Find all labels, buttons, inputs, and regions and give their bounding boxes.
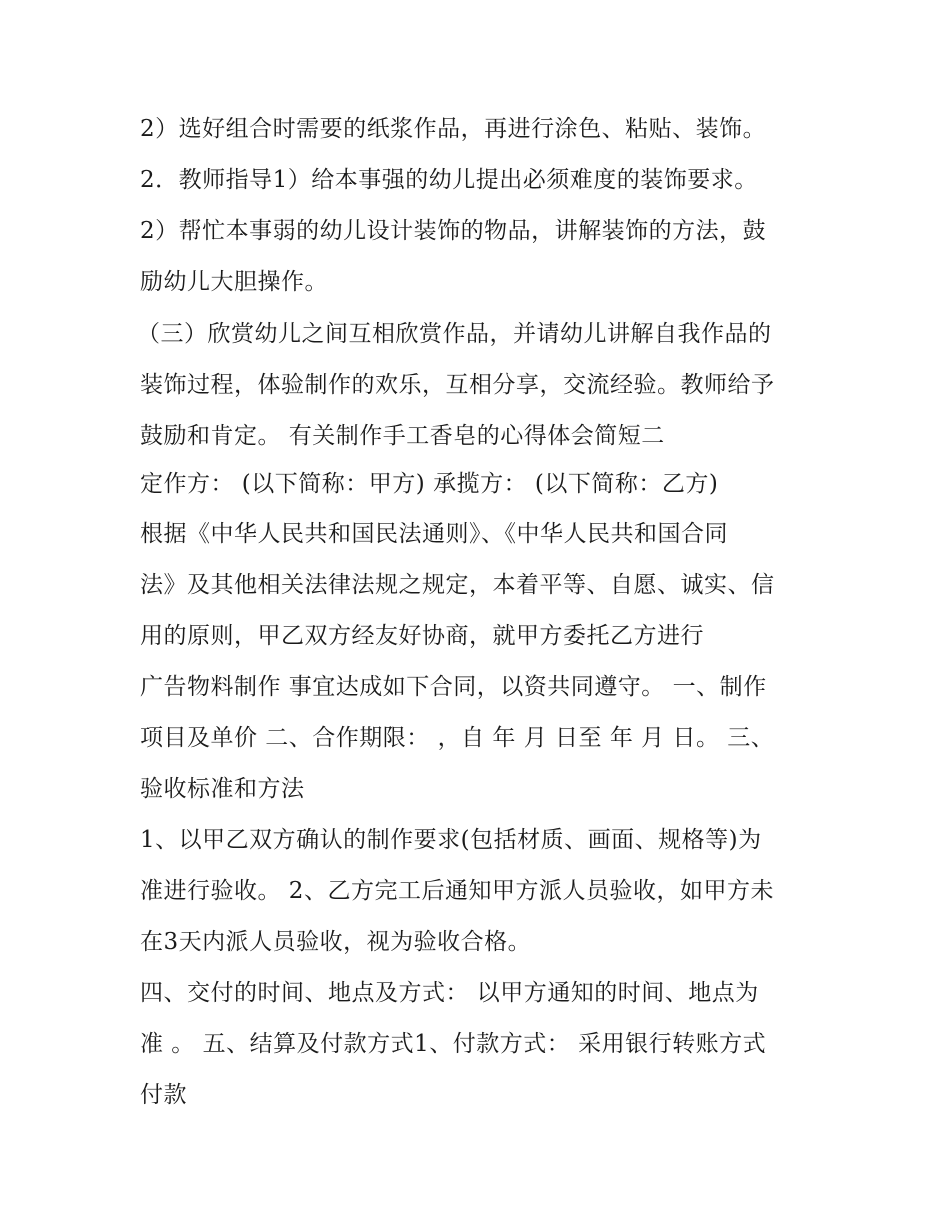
text-line: 1、以甲乙双方确认的制作要求(包括材质、画面、规格等)为 bbox=[140, 827, 762, 853]
text-line: 广告物料制作 事宜达成如下合同，以资共同遵守。 一、制作 bbox=[140, 674, 767, 700]
text-line: 2）选好组合时需要的纸浆作品，再进行涂色、粘贴、装饰。 bbox=[140, 116, 767, 142]
text-line: 四、交付的时间、地点及方式： 以甲方通知的时间、地点为 bbox=[140, 980, 759, 1006]
text-line: 准 。 五、结算及付款方式1、付款方式： 采用银行转账方式 bbox=[140, 1031, 767, 1057]
text-line: 法》及其他相关法律法规之规定，本着平等、自愿、诚实、信 bbox=[140, 572, 775, 598]
text-line: 装饰过程，体验制作的欢乐，互相分享，交流经验。教师给予 bbox=[140, 372, 775, 398]
text-line: 鼓励和肯定。 有关制作手工香皂的心得体会简短二 bbox=[140, 423, 665, 449]
text-line: 2．教师指导1）给本事强的幼儿提出必须难度的装饰要求。 bbox=[140, 167, 758, 193]
text-line: 在3天内派人员验收，视为验收合格。 bbox=[140, 929, 532, 955]
text-line: 项目及单价 二、合作期限： ，自 年 月 日至 年 月 日。 三、 bbox=[140, 725, 775, 751]
text-line: 用的原则，甲乙双方经友好协商，就甲方委托乙方进行 bbox=[140, 623, 704, 649]
text-line: 根据《中华人民共和国民法通则》、《中华人民共和国合同 bbox=[140, 521, 728, 547]
text-line: 励幼儿大胆操作。 bbox=[140, 269, 328, 295]
text-line: 付款 bbox=[140, 1082, 187, 1108]
text-line: 定作方： (以下简称：甲方) 承揽方： (以下简称：乙方) bbox=[140, 471, 719, 497]
text-line: （三）欣赏幼儿之间互相欣赏作品，并请幼儿讲解自我作品的 bbox=[137, 321, 772, 347]
text-line: 准进行验收。 2、乙方完工后通知甲方派人员验收，如甲方未 bbox=[140, 878, 774, 904]
text-line: 2）帮忙本事弱的幼儿设计装饰的物品，讲解装饰的方法，鼓 bbox=[140, 218, 767, 244]
text-line: 验收标准和方法 bbox=[140, 776, 305, 802]
